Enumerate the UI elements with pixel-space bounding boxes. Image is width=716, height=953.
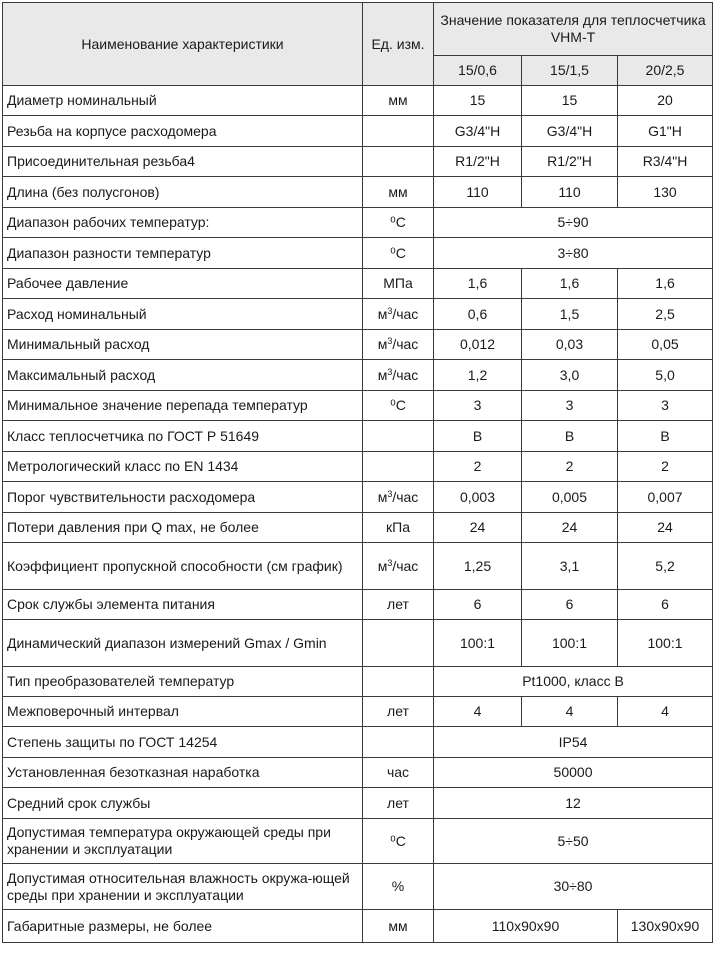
- row-merged-value-cell: 110x90x90: [434, 910, 618, 943]
- row-unit-cell: $м^3$/час: [363, 543, 434, 590]
- row-name-cell: Диаметр номинальный: [3, 86, 363, 116]
- header-model: 15/1,5: [522, 56, 618, 86]
- row-name-cell: Потери давления при Q max, не более: [3, 513, 363, 543]
- row-unit-cell: кПа: [363, 513, 434, 543]
- row-merged-value-cell: IP54: [434, 727, 713, 758]
- row-value-cell: 0,007: [618, 482, 713, 513]
- header-model: 15/0,6: [434, 56, 522, 86]
- header-row: [3, 3, 713, 56]
- row-merged-value-cell: 12: [434, 788, 713, 819]
- table-row: [3, 208, 713, 238]
- row-unit-cell: ⁰С: [363, 208, 434, 238]
- row-unit-cell: $м^3$/час: [363, 482, 434, 513]
- table-row: [3, 620, 713, 667]
- table-row: [3, 299, 713, 330]
- row-value-cell: 0,003: [434, 482, 522, 513]
- row-value-cell: 1,2: [434, 360, 522, 391]
- table-row: [3, 391, 713, 421]
- table-row: [3, 147, 713, 177]
- row-value-cell: 15: [522, 86, 618, 116]
- row-value-cell: 0,6: [434, 299, 522, 330]
- table-row: [3, 116, 713, 147]
- row-name-cell: Максимальный расход: [3, 360, 363, 391]
- row-value-cell: 100:1: [618, 620, 713, 667]
- row-value-cell: 2: [522, 452, 618, 482]
- row-name-cell: Установленная безотказная наработка: [3, 758, 363, 788]
- row-value-cell: 24: [434, 513, 522, 543]
- row-value-cell: 6: [522, 590, 618, 620]
- row-value-cell: 0,03: [522, 330, 618, 360]
- row-unit-cell: мм: [363, 910, 434, 943]
- row-unit-cell: лет: [363, 788, 434, 819]
- row-unit-cell: ⁰С: [363, 391, 434, 421]
- row-unit-cell: %: [363, 864, 434, 910]
- row-merged-value-cell: 5÷50: [434, 819, 713, 864]
- row-unit-cell: лет: [363, 590, 434, 620]
- row-name-cell: Минимальный расход: [3, 330, 363, 360]
- table-row: [3, 86, 713, 116]
- row-unit-cell: [363, 116, 434, 147]
- row-name-cell: Рабочее давление: [3, 269, 363, 299]
- table-row: [3, 513, 713, 543]
- row-unit-cell: $м^3$/час: [363, 299, 434, 330]
- row-name-cell: Присоединительная резьба4: [3, 147, 363, 177]
- table-row: [3, 452, 713, 482]
- table-row: [3, 177, 713, 208]
- table-row: [3, 864, 713, 910]
- row-value-cell: 4: [522, 697, 618, 727]
- row-name-cell: Порог чувствительности расходомера: [3, 482, 363, 513]
- row-value-cell: 0,05: [618, 330, 713, 360]
- row-name-cell: Коэффициент пропускной способности (см график): [3, 543, 363, 590]
- row-value-cell: 24: [522, 513, 618, 543]
- table-row: [3, 360, 713, 391]
- row-value-cell: 20: [618, 86, 713, 116]
- row-unit-cell: $м^3$/час: [363, 330, 434, 360]
- row-value-cell: 5,2: [618, 543, 713, 590]
- row-name-cell: Динамический диапазон измерений Gmax / Gmin: [3, 620, 363, 667]
- row-unit-cell: [363, 727, 434, 758]
- row-value-cell: R1/2"H: [522, 147, 618, 177]
- row-name-cell: Диапазон разности температур: [3, 238, 363, 269]
- table-header: [3, 3, 713, 86]
- row-unit-cell: [363, 620, 434, 667]
- row-name-cell: Габаритные размеры, не более: [3, 910, 363, 943]
- row-name-cell: Степень защиты по ГОСТ 14254: [3, 727, 363, 758]
- table-row: [3, 727, 713, 758]
- table-row: [3, 543, 713, 590]
- row-value-cell: G3/4"H: [434, 116, 522, 147]
- row-value-cell: В: [618, 421, 713, 452]
- row-value-cell: 110: [522, 177, 618, 208]
- row-name-cell: Расход номинальный: [3, 299, 363, 330]
- specifications-table: [2, 2, 713, 943]
- row-value-cell: 3,0: [522, 360, 618, 391]
- row-merged-value-cell: 30÷80: [434, 864, 713, 910]
- table-row: [3, 482, 713, 513]
- row-value-cell: В: [522, 421, 618, 452]
- table-row: [3, 330, 713, 360]
- row-merged-value-cell: 5÷90: [434, 208, 713, 238]
- row-unit-cell: час: [363, 758, 434, 788]
- row-name-cell: Класс теплосчетчика по ГОСТ Р 51649: [3, 421, 363, 452]
- table-row: [3, 238, 713, 269]
- row-value-cell: 3: [618, 391, 713, 421]
- row-name-cell: Средний срок службы: [3, 788, 363, 819]
- table-body: [3, 86, 713, 943]
- row-value-cell: 2: [618, 452, 713, 482]
- row-name-cell: Допустимая относительная влажность окружа-ющей среды при хранении и эксплуатации: [3, 864, 363, 910]
- row-value-cell: 15: [434, 86, 522, 116]
- row-value-cell: G1"H: [618, 116, 713, 147]
- row-unit-cell: мм: [363, 86, 434, 116]
- row-value-cell: 4: [618, 697, 713, 727]
- row-value-cell: 2,5: [618, 299, 713, 330]
- table-row: [3, 788, 713, 819]
- row-unit-cell: [363, 421, 434, 452]
- table-row: [3, 819, 713, 864]
- table-row: [3, 910, 713, 943]
- row-value-cell: 130x90x90: [618, 910, 713, 943]
- row-name-cell: Метрологический класс по EN 1434: [3, 452, 363, 482]
- table-row: [3, 667, 713, 697]
- row-name-cell: Межповерочный интервал: [3, 697, 363, 727]
- row-unit-cell: ⁰С: [363, 238, 434, 269]
- row-unit-cell: $м^3$/час: [363, 360, 434, 391]
- table-row: [3, 590, 713, 620]
- row-value-cell: R1/2"H: [434, 147, 522, 177]
- row-value-cell: 0,005: [522, 482, 618, 513]
- row-value-cell: 3: [434, 391, 522, 421]
- row-unit-cell: [363, 667, 434, 697]
- row-unit-cell: лет: [363, 697, 434, 727]
- row-value-cell: G3/4"H: [522, 116, 618, 147]
- row-value-cell: 1,5: [522, 299, 618, 330]
- row-name-cell: Резьба на корпусе расходомера: [3, 116, 363, 147]
- row-value-cell: 1,25: [434, 543, 522, 590]
- row-value-cell: 1,6: [522, 269, 618, 299]
- row-merged-value-cell: Pt1000, класс B: [434, 667, 713, 697]
- row-unit-cell: [363, 147, 434, 177]
- row-unit-cell: МПа: [363, 269, 434, 299]
- row-value-cell: 1,6: [618, 269, 713, 299]
- table-row: [3, 758, 713, 788]
- row-value-cell: 130: [618, 177, 713, 208]
- header-unit: Ед. изм.: [363, 3, 434, 86]
- row-unit-cell: [363, 452, 434, 482]
- row-name-cell: Длина (без полусгонов): [3, 177, 363, 208]
- row-value-cell: 100:1: [434, 620, 522, 667]
- row-name-cell: Минимальное значение перепада температур: [3, 391, 363, 421]
- row-unit-cell: мм: [363, 177, 434, 208]
- row-merged-value-cell: 50000: [434, 758, 713, 788]
- row-value-cell: 5,0: [618, 360, 713, 391]
- row-name-cell: Диапазон рабочих температур:: [3, 208, 363, 238]
- row-value-cell: 0,012: [434, 330, 522, 360]
- table-row: [3, 269, 713, 299]
- row-value-cell: 3: [522, 391, 618, 421]
- row-value-cell: 110: [434, 177, 522, 208]
- row-value-cell: 24: [618, 513, 713, 543]
- row-value-cell: В: [434, 421, 522, 452]
- header-value-group: Значение показателя для теплосчетчика VHM-T: [434, 3, 713, 56]
- row-name-cell: Срок службы элемента питания: [3, 590, 363, 620]
- table-row: [3, 421, 713, 452]
- row-value-cell: 6: [618, 590, 713, 620]
- row-value-cell: 2: [434, 452, 522, 482]
- header-model: 20/2,5: [618, 56, 713, 86]
- row-unit-cell: ⁰С: [363, 819, 434, 864]
- row-value-cell: 4: [434, 697, 522, 727]
- row-name-cell: Тип преобразователей температур: [3, 667, 363, 697]
- row-name-cell: Допустимая температура окружающей среды при хранении и эксплуатации: [3, 819, 363, 864]
- row-value-cell: R3/4"H: [618, 147, 713, 177]
- row-value-cell: 3,1: [522, 543, 618, 590]
- row-value-cell: 1,6: [434, 269, 522, 299]
- table-row: [3, 697, 713, 727]
- row-value-cell: 100:1: [522, 620, 618, 667]
- row-value-cell: 6: [434, 590, 522, 620]
- header-name: Наименование характеристики: [3, 3, 363, 86]
- row-merged-value-cell: 3÷80: [434, 238, 713, 269]
